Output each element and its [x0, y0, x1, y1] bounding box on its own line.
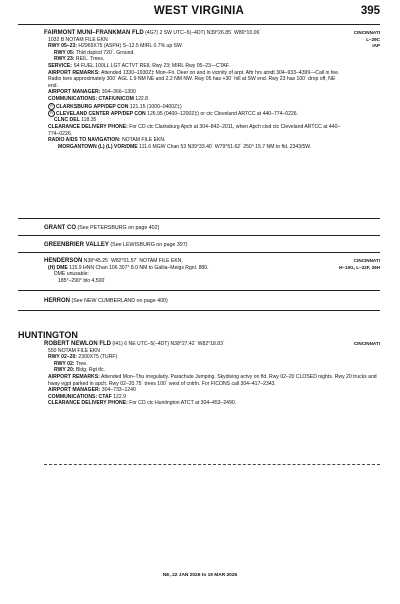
city-heading: HUNTINGTON [18, 330, 78, 340]
clnc-del-text: 118.35 [81, 117, 97, 124]
robert-elevation-line: 550 NOTAM FILE EKN [48, 347, 100, 354]
clarksburg-label: CLARKSBURG APP/DEP CON [56, 103, 129, 110]
robert-rwy20-text: Bldg. Rgt tfc. [75, 367, 106, 374]
fairmont-chart: L–29C [366, 36, 380, 42]
henderson-region: CINCINNATI [353, 258, 380, 263]
fairmont-iap: IAP [372, 43, 380, 49]
fairmont-rwy-text: H2965X75 (ASPH) S–12.5 MIRL 0.7% up SW [78, 43, 182, 50]
robert-cdp-label: CLEARANCE DELIVERY PHONE: [48, 400, 128, 407]
fairmont-navaids-text: NOTAM FILE EKN. [121, 137, 166, 144]
fairmont-remarks-label: AIRPORT REMARKS: [48, 69, 100, 76]
robert-rwy02-label: RWY 02: [54, 360, 75, 367]
fairmont-rwy05-label: RWY 05: [54, 49, 75, 56]
airport-entry-robert-newlon [44, 341, 380, 407]
cleveland-text: 126.95 (0400–1200Z‡) or ctc Cleveland ARTCC at 440–774–0226. [147, 110, 298, 117]
robert-rwy02-text: Tree. [75, 360, 88, 367]
fairmont-comm-label: COMMUNICATIONS: CTAF/UNICOM [48, 95, 134, 102]
fairmont-region: CINCINNATI [353, 30, 380, 35]
fairmont-navaids-label: RADIO AIDS TO NAVIGATION: [48, 137, 121, 144]
henderson-unusable: DME unusable: [54, 271, 89, 278]
fairmont-rwy05-text: Thld dsplcd 720´. Ground. [75, 49, 135, 56]
fairmont-name: FAIRMONT MUNI–FRANKMAN FLD [44, 30, 144, 36]
robert-manager-label: AIRPORT MANAGER: [48, 387, 101, 394]
robert-remarks-label: AIRPORT REMARKS: [48, 373, 100, 380]
robert-remarks-text: Attended Mon–Thu irregularly. Parachute Jumping. Skydiving actvy on fld. Rwy 02–20 CLOSED nights. Rwy 20 trucks and hway egpt parked in apch. Rwy 02–20 75´ trees 100´ west of cntrln. For FICONS call 304–417–2343. [48, 373, 377, 387]
henderson-unusable-detail: 185°–290° blo 4,500´ [58, 277, 106, 284]
grant-ref: (See PETERSBURG on page 402) [77, 225, 160, 231]
herron-name: HERRON [44, 298, 71, 304]
henderson-dme-text: 115.9 HNN Chan 106 307° 8.0 NM to Gallia–Meigs Rgnl. 880. [69, 264, 209, 271]
henderson-name: HENDERSON [44, 258, 83, 264]
morgantown-label: MORGANTOWN (L) (L) VOR/DME [58, 143, 138, 150]
section-rule [18, 252, 380, 253]
clarksburg-text: 121.15 (1000–0400Z‡) [129, 103, 182, 110]
robert-region: CINCINNATI [353, 341, 380, 346]
section-rule [18, 235, 380, 236]
henderson-dme-label: (H) DME [48, 264, 68, 271]
cleveland-label: CLEVELAND CENTER APP/DEP CON [56, 110, 146, 117]
henderson-right-info [339, 258, 380, 271]
fairmont-comm-text: 122.8 [135, 95, 148, 102]
navaid-entry-henderson [44, 258, 380, 284]
section-rule [18, 218, 380, 219]
airport-entry-fairmont [44, 30, 380, 150]
radar-symbol-icon: R [48, 103, 55, 110]
robert-rwy-text: 2300X75 (TURF) [78, 354, 118, 361]
fairmont-id-line: (4G7) 2 SW UTC–5(–4DT) N39°26.85´ W80°10.06´ [145, 30, 261, 36]
grant-name: GRANT CO [44, 225, 76, 231]
fairmont-elevation-line: 1032 B NOTAM FILE EKN [48, 36, 108, 43]
fairmont-cdp-label: CLEARANCE DELIVERY PHONE: [48, 124, 128, 130]
robert-rwy-label: RWY 02–20: [48, 354, 77, 361]
end-of-section-dashes [44, 464, 380, 465]
greenbrier-name: GREENBRIER VALLEY [44, 242, 109, 248]
robert-comm-label: COMMUNICATIONS: CTAF [48, 393, 112, 400]
herron-entry [44, 298, 168, 304]
page-header [18, 5, 380, 23]
fairmont-remarks-text: Attended 1330–1930Z‡ Mon–Fri. Deer on and in vicinity of arpt. Aftr hrs atndt 304–933–4399—Call in fee. Radio twrs approximately 300´ AGL 1.9 NM NE and 2.2 NM NW. Rwy 05 has +30´ hill at SW end. Rwy 23 has 100´ drop off, NE end. [48, 69, 340, 89]
header-rule [18, 24, 380, 25]
radar-symbol-icon: R [48, 110, 55, 117]
fairmont-manager-label: AIRPORT MANAGER: [48, 89, 101, 96]
robert-manager-text: 304–733–1240 [101, 387, 136, 394]
robert-id-line: (I41) 6 NE UTC–5(–4DT) N38°27.42´ W82°18.83´ [112, 341, 225, 347]
page-number: 395 [360, 5, 380, 17]
fairmont-manager-text: 304–366–1300 [101, 89, 136, 96]
henderson-id-line: N38°45.25´ W82°01.57´ NOTAM FILE EKN. [83, 258, 183, 264]
section-rule [18, 290, 380, 291]
clnc-del-label: CLNC DEL [54, 117, 80, 124]
greenbrier-entry [44, 242, 188, 248]
state-title: WEST VIRGINIA [153, 5, 245, 17]
section-rule [18, 310, 380, 311]
greenbrier-ref: (See LEWISBURG on page 397) [110, 242, 188, 248]
fairmont-service-text: S4 FUEL 100LL LGT ACTVT REIL Rwy 23; MIRL Rwy 05–23—CTAF. [73, 62, 230, 69]
robert-comm-text: 122.9 [113, 393, 126, 400]
fairmont-cdp-text: For CD ctc Clarksburg Apch at 304–842–2011, when Apch clsd ctc Cleveland ARTCC at 440–774–0226. [48, 124, 341, 137]
fairmont-rwy23-label: RWY 23: [54, 56, 75, 63]
robert-rwy20-label: RWY 20: [54, 367, 75, 374]
robert-name: ROBERT NEWLON FLD [44, 341, 111, 347]
fairmont-rwy-label: RWY 05–23: [48, 43, 77, 50]
fairmont-service-label: SERVICE: [48, 62, 72, 69]
robert-cdp-text: For CD ctc Huntington ATCT at 304–453–2490. [129, 400, 237, 407]
henderson-charts: H–10G, L–22F, 26H [339, 264, 380, 270]
herron-ref: (See NEW CUMBERLAND on page 400) [71, 298, 168, 304]
fairmont-rwy23-text: REIL. Trees. [75, 56, 105, 63]
morgantown-text: 111.6 MGW Chan 53 N39°33.40´ W79°51.62´ 250° 15.7 NM to fld. 2343/5W. [139, 143, 312, 150]
grant-co-entry [44, 225, 159, 231]
effective-date-footer: NE, 22 JAN 2026 to 19 MAR 2026 [162, 573, 238, 578]
fairmont-right-info [354, 30, 380, 50]
